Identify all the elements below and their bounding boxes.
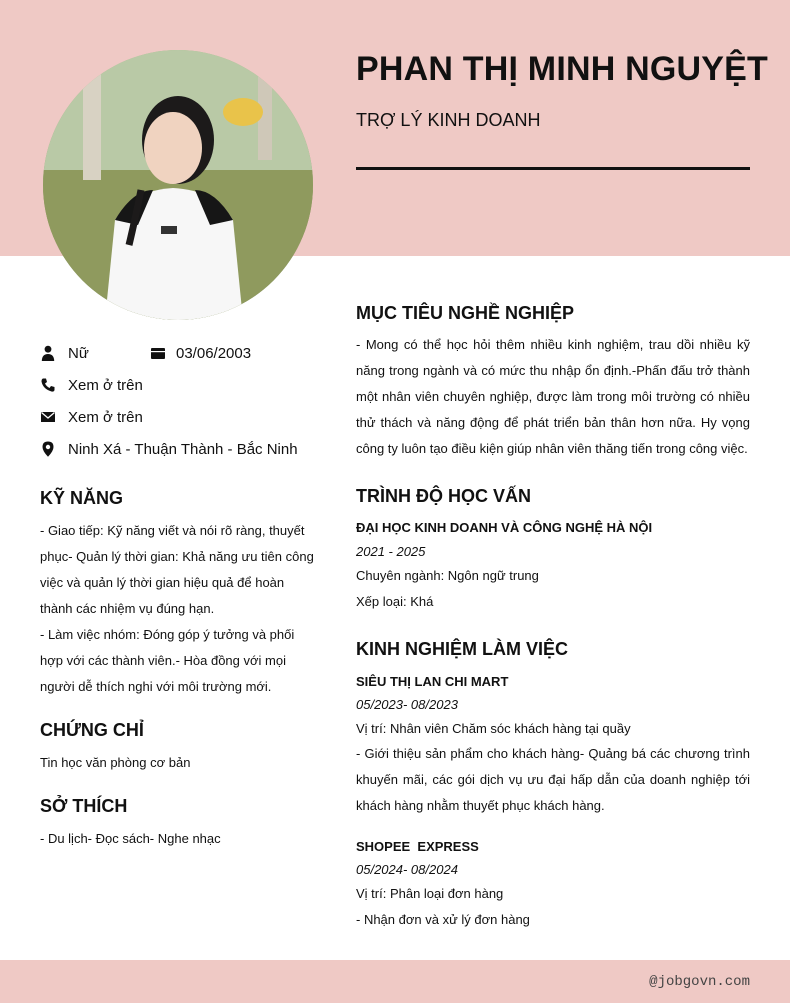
objective-title: MỤC TIÊU NGHỀ NGHIỆP [356,303,575,323]
address-row [40,438,298,460]
job-company: SHOPEE EXPRESS [356,839,479,854]
job-period: 05/2023- 08/2023 [356,697,458,712]
footer-watermark: @jobgovn.com [649,974,750,990]
certificates-text: Tin học văn phòng cơ bản [40,755,191,770]
education-school: ĐẠI HỌC KINH DOANH VÀ CÔNG NGHỆ HÀ NỘI [356,520,653,535]
candidate-name: PHAN THỊ MINH NGUYỆT [356,50,768,88]
gender-row [40,342,89,364]
hobbies-title: SỞ THÍCH [40,796,128,816]
job-company: SIÊU THỊ LAN CHI MART [356,674,509,689]
map-pin-icon [40,441,56,457]
education-period: 2021 - 2025 [356,544,426,559]
job-description: - Nhận đơn và xử lý đơn hàng [356,912,530,927]
profile-photo [43,50,313,320]
gender-value: Nữ [68,344,89,362]
certificates-title: CHỨNG CHỈ [40,720,144,740]
education-major: Chuyên ngành: Ngôn ngữ trung [356,568,539,583]
skills-title: KỸ NĂNG [40,488,124,508]
email-row [40,406,143,428]
education-title: TRÌNH ĐỘ HỌC VẤN [356,486,531,506]
calendar-icon [150,345,166,361]
dob-row [150,342,251,364]
education-grade: Xếp loại: Khá [356,594,434,609]
job-position: Vị trí: Nhân viên Chăm sóc khách hàng tại quầy [356,721,631,736]
envelope-icon [40,409,56,425]
objective-text: - Mong có thể học hỏi thêm nhiều kinh nghiệm, trau dồi nhiều kỹ năng trong ngành và có mức thu nhập ổn định.-Phấn đấu trở thành một nhân viên chuyên nghiệp, được làm trong môi trường có nhiều thử thách và năng động để phát triển bản thân hơn nữa. Hy vọng công ty luôn tạo điều kiện giúp nhân viên thăng tiến trong công việc. [356,337,750,456]
dob-value: 03/06/2003 [176,344,252,362]
header-divider [356,167,750,170]
phone-icon [40,377,56,393]
job-position: Vị trí: Phân loại đơn hàng [356,886,504,901]
phone-row [40,374,143,396]
job-description: - Giới thiệu sản phẩm cho khách hàng- Quảng bá các chương trình khuyến mãi, các gói dịch vụ ưu đại hấp dẫn của doanh nghiệp tới khách hàng nhằm thuyết phục khách hàng. [356,746,750,813]
skills-paragraph-2: - Làm việc nhóm: Đóng góp ý tưởng và phối hợp với các thành viên.- Hòa đồng với mọi người dễ thích nghi với môi trường mới. [40,627,295,694]
email-value: Xem ở trên [68,408,143,426]
skills-paragraph-1: - Giao tiếp: Kỹ năng viết và nói rõ ràng, thuyết phục- Quản lý thời gian: Khả năng ưu tiên công việc và quản lý thời gian hiệu quả để hoàn thành các nhiệm vụ đúng hạn. [40,523,314,616]
experience-title: KINH NGHIỆM LÀM VIỆC [356,639,569,659]
candidate-role: TRỢ LÝ KINH DOANH [356,110,541,130]
address-value: Ninh Xá - Thuận Thành - Bắc Ninh [68,440,298,458]
person-icon [40,345,56,361]
phone-value: Xem ở trên [68,376,143,394]
job-period: 05/2024- 08/2024 [356,862,458,877]
hobbies-text: - Du lịch- Đọc sách- Nghe nhạc [40,831,221,846]
